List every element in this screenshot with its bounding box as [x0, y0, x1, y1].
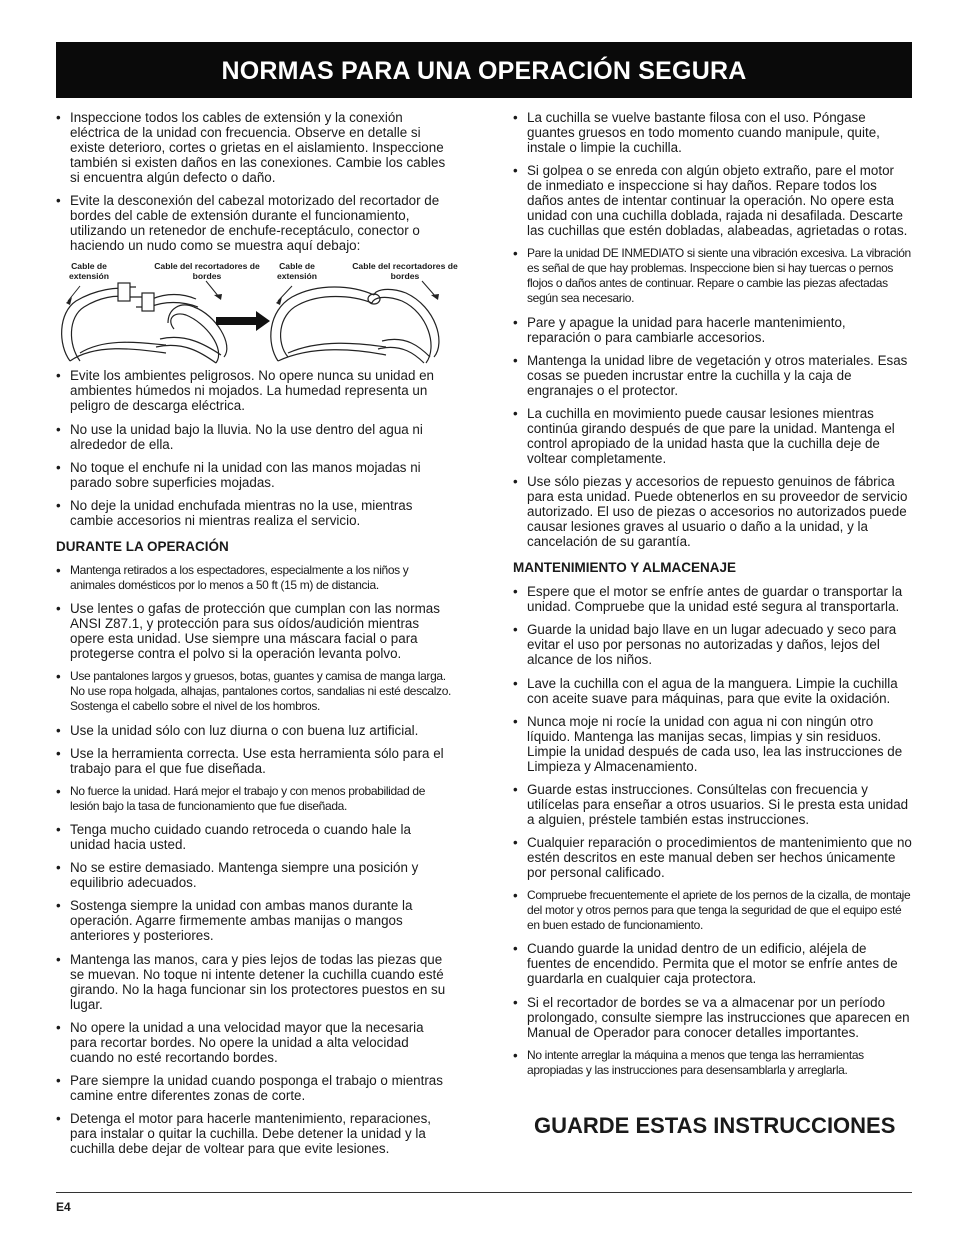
list-item [56, 1111, 454, 1156]
list-item [56, 1073, 454, 1103]
bullet-icon: • [56, 497, 61, 513]
list-item-text: Espere que el motor se enfríe antes de guardar o transportar la unidad. Compruebe que la unidad esté segura al transportarla. [527, 584, 903, 615]
bullet-icon: • [56, 822, 61, 838]
list-item [513, 1048, 912, 1078]
list-item-text: No opere la unidad a una velocidad mayor que la necesaria para recortar bordes. No opere la unidad a alta velocidad cuando no esté recortando bordes. [70, 1019, 424, 1065]
bullet-icon: • [56, 110, 61, 125]
bullet-icon: • [513, 246, 518, 262]
list-item-text: Pare y apague la unidad para hacerle mantenimiento, reparación o para cambiarle accesorios. [527, 314, 846, 345]
list-item [56, 601, 454, 661]
list-item [56, 860, 454, 890]
bullet-icon: • [56, 860, 61, 876]
list-item-text: Use pantalones largos y gruesos, botas, guantes y camisa de manga larga. No use ropa holgada, alhajas, pantalones cortos, sandalias ni esté descalzo. Sostenga el cabello sobre el nivel de los hombros. [70, 669, 451, 714]
list-item [513, 406, 912, 466]
list-item-text: No deje la unidad enchufada mientras no la use, mientras cambie accesorios ni mientras realiza el servicio. [70, 497, 413, 528]
list-item [56, 368, 454, 413]
cord-knot-illustration [56, 253, 454, 368]
bullet-icon: • [56, 783, 61, 799]
list-item [513, 835, 912, 880]
list-item [513, 782, 912, 827]
list-item [56, 723, 454, 738]
bullet-icon: • [513, 584, 518, 600]
list-item-text: Use lentes o gafas de protección que cumplan con las normas ANSI Z87.1, y protección para sus oídos/audición mientras opere esta unidad. Use siempre una máscara facial o para protegerse contra el polvo si la operación levanta polvo. [70, 601, 440, 662]
diagram-label-extension-cord-2: Cable de extensión [276, 261, 318, 282]
page-title-banner [56, 42, 912, 98]
list-item [513, 714, 912, 774]
bullet-icon: • [56, 601, 61, 617]
list-item [513, 163, 912, 238]
list-item [56, 110, 454, 185]
list-item-text: Use sólo piezas y accesorios de repuesto genuinos de fábrica para esta unidad. Puede obtenerlos en su proveedor de servicio autorizado. El uso de piezas o accesorios no autorizados puede causar lesiones graves al usuario o daño a la unidad, y la cancelación de su garantía. [527, 474, 908, 550]
bullet-icon: • [56, 1073, 61, 1088]
bullet-icon: • [513, 474, 518, 490]
diagram-label-trimmer-cord-2: Cable del recortadores de bordes [352, 261, 458, 282]
diagram-label-trimmer-cord-1: Cable del recortadores de bordes [154, 261, 260, 282]
list-item [513, 995, 912, 1040]
footer-divider [56, 1192, 912, 1193]
list-item [56, 460, 454, 490]
list-item-text: Pare la unidad DE INMEDIATO si siente una vibración excesiva. La vibración es señal de que hay problemas. Inspeccione bien si hay tuercas o pernos flojos o daños antes de continuar. Repare o cambie las piezas afectadas según sea necesario. [527, 246, 911, 306]
list-item [56, 669, 454, 714]
bullet-icon: • [56, 1019, 61, 1035]
section-heading-operation: DURANTE LA OPERACIÓN [56, 538, 229, 554]
bullet-icon: • [56, 745, 61, 761]
list-item [513, 888, 912, 933]
list-item-text: Lave la cuchilla con el agua de la manguera. Limpie la cuchilla con aceite suave para máquinas, para que evite la oxidación. [527, 675, 898, 706]
list-item [513, 110, 912, 155]
list-item [513, 315, 912, 345]
list-item [513, 584, 912, 614]
bullet-icon: • [513, 835, 518, 851]
list-item-text: Guarde estas instrucciones. Consúltelas con frecuencia y utilícelas para enseñar a otros usuarios. Si le presta esta unidad a alguien, préstele también estas instrucciones. [527, 781, 909, 827]
list-item-text: No intente arreglar la máquina a menos que tenga las herramientas apropiadas y las instrucciones para desensamblarla y arreglarla. [527, 1047, 864, 1077]
list-item [513, 246, 912, 306]
bullet-icon: • [56, 722, 61, 738]
diagram-label-extension-cord-1: Cable de extensión [68, 261, 110, 282]
closing-title: GUARDE ESTAS INSTRUCCIONES [534, 1113, 896, 1138]
list-item-text: Use la unidad sólo con luz diurna o con buena luz artificial. [70, 722, 419, 738]
list-item [56, 563, 454, 593]
list-item-text: No toque el enchufe ni la unidad con las manos mojadas ni parado sobre superficies mojadas. [70, 459, 421, 490]
list-item [56, 822, 454, 852]
bullet-icon: • [513, 314, 518, 330]
list-item-text: Detenga el motor para hacerle mantenimiento, reparaciones, para instalar o quitar la cuchilla. Debe detener la unidad y la cuchilla debe dejar de voltear para que evite lesiones. [70, 1111, 432, 1157]
list-item-text: Mantenga retirados a los espectadores, especialmente a los niños y animales domésticos por lo menos a 50 ft (15 m) de distancia. [70, 562, 409, 592]
list-item [56, 498, 454, 528]
bullet-icon: • [513, 405, 518, 421]
list-item-text: Cuando guarde la unidad dentro de un edificio, aléjela de fuentes de encendido. Permita que el motor se enfríe antes de guardarla en cualquier caja protectora. [527, 941, 898, 987]
list-item [513, 353, 912, 398]
bullet-icon: • [513, 352, 518, 368]
bullet-icon: • [56, 459, 61, 475]
list-item-text: No fuerce la unidad. Hará mejor el trabajo y con menos probabilidad de lesión bajo la tasa de funcionamiento que fue diseñada. [70, 783, 426, 813]
bullet-icon: • [513, 1047, 518, 1063]
list-item [513, 474, 912, 549]
bullet-icon: • [513, 781, 518, 797]
list-item-text: Cualquier reparación o procedimientos de mantenimiento que no estén descritos en este manual deben ser hechos únicamente por personal calificado. [527, 835, 912, 881]
list-item-text: Si el recortador de bordes se va a almacenar por un período prolongado, consulte siempre las instrucciones que aparecen en Manual de Operador para conocer detalles importantes. [527, 994, 910, 1040]
list-item-text: Evite la desconexión del cabezal motorizado del recortador de bordes del cable de extensión durante el funcionamiento, utilizando un retenedor de enchufe-receptáculo, conector o haciendo un nudo como se muestra aquí debajo: [70, 193, 440, 254]
list-item [56, 952, 454, 1012]
list-item-text: Si golpea o se enreda con algún objeto extraño, pare el motor de inmediato e inspeccione si hay daños. Repare todos los daños antes de intentar continuar la operación. No opere esta unidad con una cuchilla doblada, rajada ni desafilada. Descarte las cuchillas que estén dobladas, alabeadas, agrietadas o rotas. [527, 163, 908, 239]
list-item-text: No se estire demasiado. Mantenga siempre una posición y equilibrio adecuados. [70, 860, 419, 891]
list-item [56, 784, 454, 814]
list-item [513, 622, 912, 667]
list-item-text: Nunca moje ni rocíe la unidad con agua ni con ningún otro líquido. Mantenga las manijas secas, limpias y sin residuos. Limpie la unidad después de cada uso, lea las instrucciones de Limpieza y Almacenamiento. [527, 713, 903, 774]
bullet-icon: • [56, 898, 61, 914]
bullet-icon: • [513, 994, 518, 1010]
bullet-icon: • [56, 1111, 61, 1127]
list-item-text: Sostenga siempre la unidad con ambas manos durante la operación. Agarre firmemente ambas manijas o mangos anteriores y posteriores. [70, 898, 413, 944]
list-item-text: Mantenga las manos, cara y pies lejos de todas las piezas que se muevan. No toque ni intente detener la cuchilla cuando esté girando. No la haga funcionar sin los protectores puestos en su lugar. [70, 951, 446, 1012]
left-column [56, 110, 458, 1164]
list-item-text: Compruebe frecuentemente el apriete de los pernos de la cizalla, de montaje del motor y otros pernos para que tenga la seguridad de que el equipo esté en buen estado de funcionamiento. [527, 888, 911, 933]
bullet-icon: • [513, 888, 518, 904]
section-heading-maintenance: MANTENIMIENTO Y ALMACENAJE [513, 560, 737, 576]
list-item-text: Guarde la unidad bajo llave en un lugar adecuado y seco para evitar el uso por personas no autorizadas y daños, lejos del alcance de los niños. [527, 622, 897, 668]
bullet-icon: • [513, 675, 518, 691]
bullet-icon: • [513, 622, 518, 638]
list-item [513, 676, 912, 706]
bullet-icon: • [513, 941, 518, 957]
list-item [56, 193, 454, 253]
bullet-icon: • [513, 163, 518, 179]
right-column [513, 110, 912, 1086]
list-item-text: Tenga mucho cuidado cuando retroceda o cuando hale la unidad hacia usted. [70, 822, 411, 853]
list-item [56, 746, 454, 776]
list-item [513, 941, 912, 986]
page-title: NORMAS PARA UNA OPERACIÓN SEGURA [221, 57, 747, 85]
list-item-text: Evite los ambientes peligrosos. No opere nunca su unidad en ambientes húmedos ni mojados. La humedad representa un peligro de descarga eléctrica. [70, 368, 435, 414]
list-item-text: Use la herramienta correcta. Use esta herramienta sólo para el trabajo para el que fue diseñada. [70, 745, 444, 776]
bullet-icon: • [56, 193, 61, 209]
bullet-icon: • [56, 368, 61, 384]
bullet-icon: • [513, 110, 518, 125]
list-item-text: No use la unidad bajo la lluvia. No la use dentro del agua ni alrededor de ella. [70, 421, 423, 452]
list-item-text: Mantenga la unidad libre de vegetación y otros materiales. Esas cosas se pueden incrustar entre la cuchilla y la caja de engranajes o el protector. [527, 352, 908, 398]
page-number: E4 [56, 1200, 71, 1214]
list-item [56, 898, 454, 943]
list-item-text: Inspeccione todos los cables de extensión y la conexión eléctrica de la unidad con frecuencia. Observe en detalle si existe deterioro, cortes o grietas en el aislamiento. Inspeccione también si existen daños en las conexiones. Cambie los cables si encuentra algún defecto o daño. [70, 110, 446, 185]
bullet-icon: • [513, 713, 518, 729]
bullet-icon: • [56, 669, 61, 685]
list-item-text: Pare siempre la unidad cuando posponga el trabajo o mientras camine entre diferentes zonas de corte. [70, 1073, 443, 1103]
bullet-icon: • [56, 951, 61, 967]
list-item-text: La cuchilla se vuelve bastante filosa con el uso. Póngase guantes gruesos en todo momento cuando manipule, quite, instale o limpie la cuchilla. [527, 110, 880, 155]
list-item [56, 422, 454, 452]
bullet-icon: • [56, 421, 61, 437]
bullet-icon: • [56, 562, 61, 578]
list-item [56, 1020, 454, 1065]
list-item-text: La cuchilla en movimiento puede causar lesiones mientras continúa girando después de que pare la unidad. Mantenga el control apropiado de la unidad hasta que la cuchilla deje de voltear completamente. [527, 405, 895, 466]
cord-knot-diagram [56, 253, 458, 368]
